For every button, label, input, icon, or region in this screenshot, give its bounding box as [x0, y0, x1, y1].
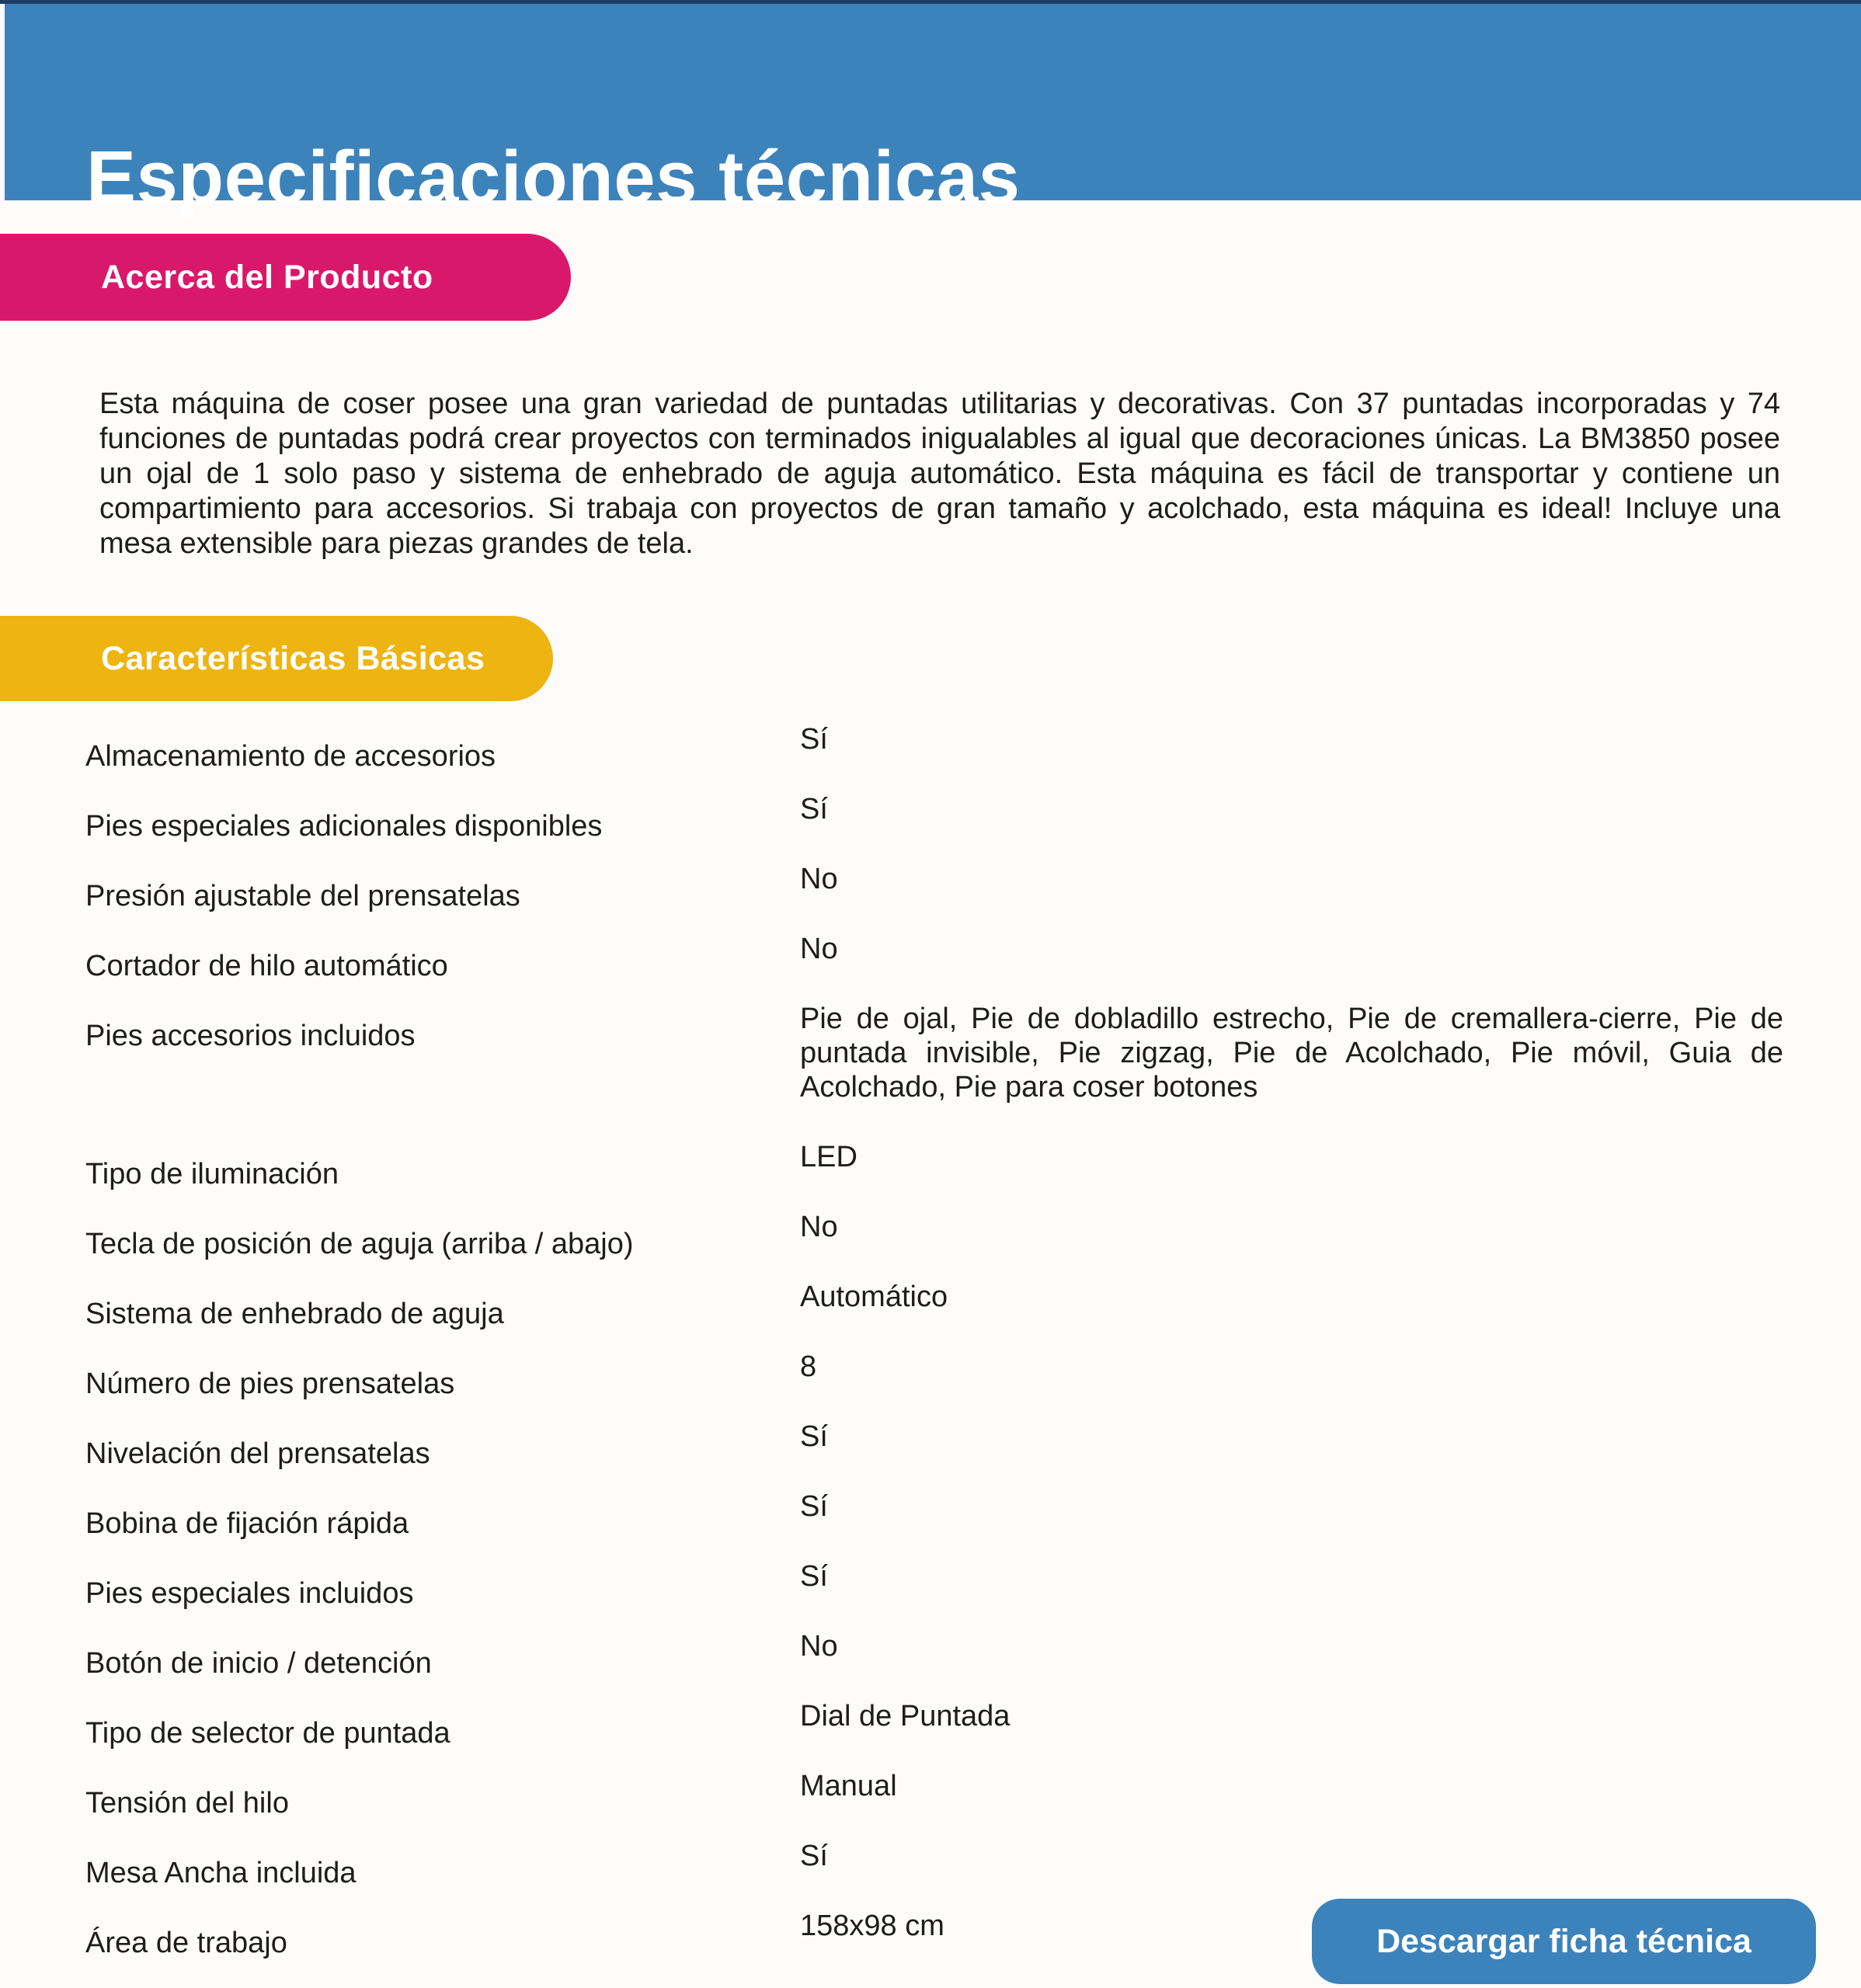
spec-value: Sí — [800, 793, 828, 825]
spec-label: Tipo de selector de puntada — [85, 1717, 450, 1750]
spec-label: Bobina de fijación rápida — [85, 1507, 409, 1540]
spec-label: Tensión del hilo — [85, 1787, 289, 1819]
spec-label: Almacenamiento de accesorios — [85, 740, 496, 773]
spec-value: Sí — [800, 1420, 828, 1453]
spec-row — [85, 862, 1783, 932]
spec-label: Número de pies prensatelas — [85, 1368, 455, 1400]
spec-value: LED — [800, 1141, 857, 1173]
features-badge-label: Características Básicas — [101, 639, 485, 677]
spec-row — [85, 792, 1783, 862]
spec-row — [85, 1002, 1783, 1104]
about-section-badge — [0, 234, 571, 321]
spec-row — [85, 1210, 1783, 1280]
spec-row — [85, 1769, 1783, 1839]
spec-row — [85, 932, 1783, 1002]
spec-value: No — [800, 1630, 838, 1663]
spec-label: Sistema de enhebrado de aguja — [85, 1298, 504, 1330]
spec-row — [85, 1559, 1783, 1629]
about-text: Esta máquina de coser posee una gran variedad de puntadas utilitarias y decorativas. Con 37 puntadas incorporadas y 74 funciones de puntadas podrá crear proyectos con terminados inigualables al igual que decoraciones únicas. La BM3850 posee un ojal de 1 solo paso y sistema de enhebrado de aguja automático. Esta máquina es fácil de transportar y contiene un compartimiento para accesorios. Si trabaja con proyectos de gran tamaño y acolchado, esta máquina es ideal! Incluye una mesa extensible para piezas grandes de tela. — [99, 388, 1780, 560]
spec-value: Sí — [800, 1560, 828, 1593]
spec-value: Manual — [800, 1770, 897, 1802]
spec-row — [85, 1350, 1783, 1420]
header-bar — [5, 4, 1861, 220]
spec-value: No — [800, 1211, 838, 1243]
spec-value: No — [800, 933, 838, 965]
spec-row — [85, 722, 1783, 792]
spec-label: Pies accesorios incluidos — [85, 1020, 416, 1052]
spec-row — [85, 1280, 1783, 1350]
download-button-label: Descargar ficha técnica — [1376, 1922, 1751, 1960]
spec-value: Automático — [800, 1281, 948, 1313]
spec-value: Sí — [800, 723, 828, 756]
spec-label: Tecla de posición de aguja (arriba / abajo) — [85, 1228, 634, 1260]
download-datasheet-button[interactable] — [1312, 1899, 1816, 1984]
spec-value: 158x98 cm — [800, 1910, 944, 1942]
spec-label: Mesa Ancha incluida — [85, 1857, 357, 1889]
spec-value: Dial de Puntada — [800, 1700, 1011, 1733]
spec-value: 8 — [800, 1350, 817, 1383]
spec-row — [85, 1420, 1783, 1489]
spec-row — [85, 1699, 1783, 1769]
spec-label: Pies especiales incluidos — [85, 1577, 414, 1610]
spec-row — [85, 1629, 1783, 1699]
about-badge-label: Acerca del Producto — [101, 258, 433, 296]
spec-value: Sí — [800, 1490, 828, 1523]
features-section-badge — [0, 616, 553, 701]
page-title: Especificaciones técnicas — [86, 136, 1021, 220]
spec-value: No — [800, 863, 838, 895]
spec-label: Presión ajustable del prensatelas — [85, 880, 520, 912]
spec-value: Pie de ojal, Pie de dobladillo estrecho, Pie de cremallera-cierre, Pie de puntada invisible, Pie zigzag, Pie de Acolchado, Pie móvil, Guia de Acolchado, Pie para coser botones — [800, 1003, 1783, 1103]
spec-label: Nivelación del prensatelas — [85, 1437, 430, 1470]
spec-row — [85, 1140, 1783, 1210]
spec-value: Sí — [800, 1840, 828, 1872]
spec-label: Botón de inicio / detención — [85, 1647, 432, 1680]
spec-table — [85, 722, 1783, 1979]
spec-label: Pies especiales adicionales disponibles — [85, 810, 603, 843]
spec-label: Área de trabajo — [85, 1927, 287, 1959]
spec-label: Tipo de iluminación — [85, 1158, 339, 1190]
spec-row — [85, 1489, 1783, 1559]
spec-label: Cortador de hilo automático — [85, 950, 448, 982]
